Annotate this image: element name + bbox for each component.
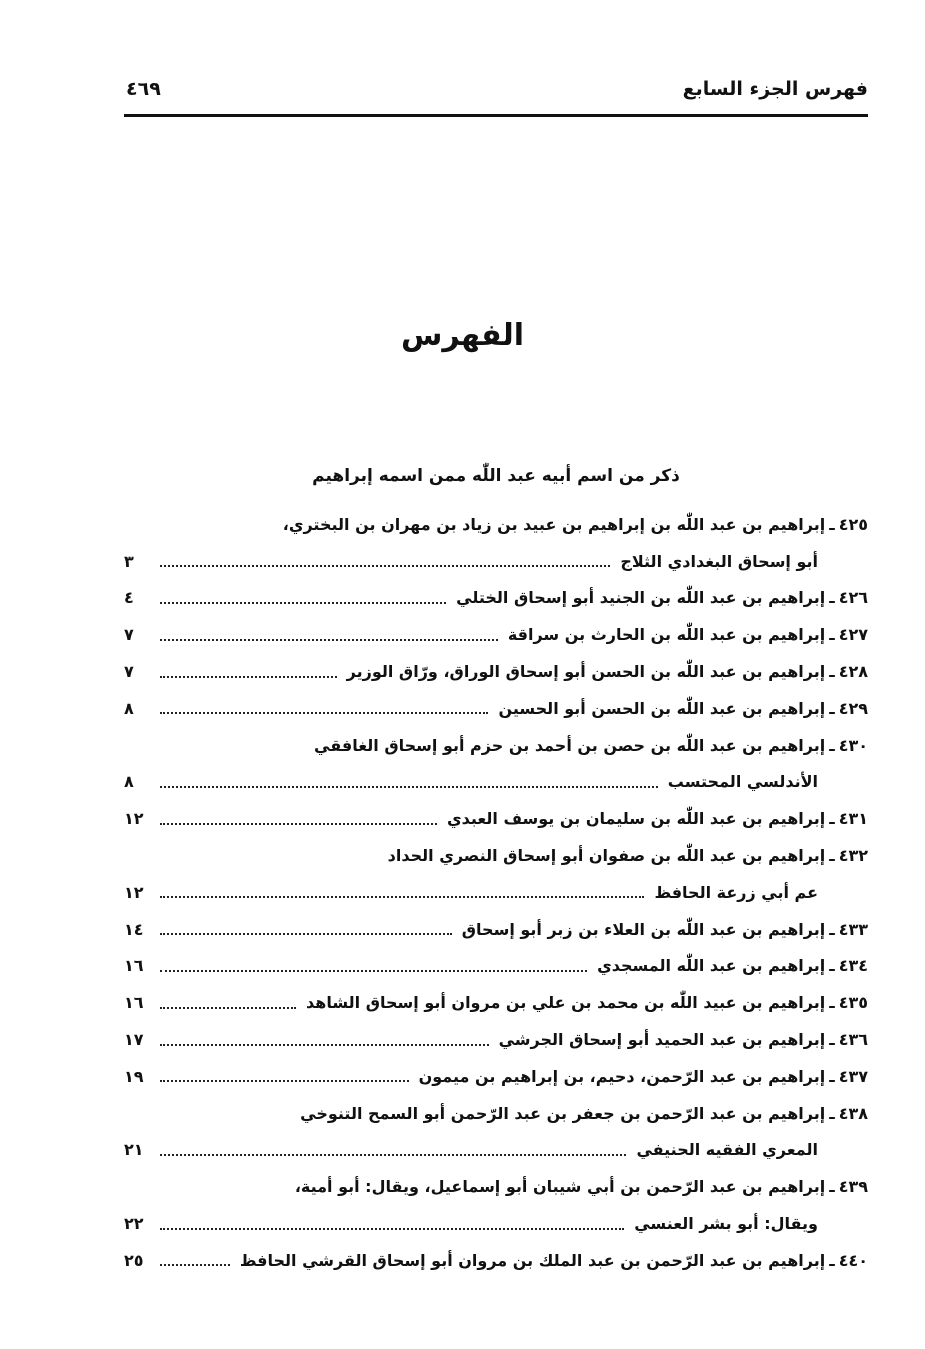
dot-leader xyxy=(160,712,488,714)
entry-text: إبراهيم بن عبد اللّٰه بن الجنيد أبو إسحاق الختلي xyxy=(456,588,826,608)
entry-text: إبراهيم بن عبد الحميد أبو إسحاق الجرشي xyxy=(498,1030,826,1050)
toc-entry xyxy=(124,727,868,764)
table-of-contents xyxy=(124,506,868,1279)
entry-text: إبراهيم بن عبد اللّٰه بن الحسن أبو الحسين xyxy=(498,698,826,718)
entry-separator: ـ xyxy=(829,1066,835,1086)
dot-leader xyxy=(160,565,610,567)
entry-page-number: ٢٢ xyxy=(124,1214,144,1234)
dot-leader xyxy=(160,970,587,972)
entry-text: إبراهيم بن عبد اللّٰه بن الحسن أبو إسحاق الوراق، ورّاق الوزير xyxy=(346,662,826,682)
toc-entry xyxy=(124,616,868,653)
toc-entry xyxy=(124,506,868,543)
toc-entry xyxy=(124,580,868,617)
entry-number: ٤٣٢ xyxy=(838,846,868,866)
entry-page-number: ١٧ xyxy=(124,1030,144,1050)
dot-leader xyxy=(160,1044,489,1046)
entry-separator: ـ xyxy=(829,919,835,939)
toc-entry xyxy=(124,543,868,580)
entry-number: ٤٤٠ xyxy=(838,1250,868,1270)
entry-text: إبراهيم بن عبد اللّٰه بن إبراهيم بن عبيد بن زياد بن مهران بن البختري، xyxy=(282,514,826,534)
entry-number: ٤٣٦ xyxy=(838,1030,868,1050)
entry-separator: ـ xyxy=(829,809,835,829)
entry-separator: ـ xyxy=(829,698,835,718)
entry-page-number: ٣ xyxy=(124,551,134,571)
entry-page-number: ٨ xyxy=(124,698,134,718)
entry-text: المعري الفقيه الحنيفي xyxy=(636,1140,818,1160)
entry-separator: ـ xyxy=(829,1250,835,1270)
entry-text: إبراهيم بن عبد اللّٰه بن حصن بن أحمد بن حزم أبو إسحاق الغافقي xyxy=(314,735,826,755)
entry-text: إبراهيم بن عبد اللّٰه المسجدي xyxy=(597,956,826,976)
toc-entry xyxy=(124,1132,868,1169)
entry-number: ٤٣٩ xyxy=(838,1177,868,1197)
toc-entry xyxy=(124,1021,868,1058)
dot-leader xyxy=(160,676,337,678)
entry-number: ٤٢٧ xyxy=(838,625,868,645)
entry-separator: ـ xyxy=(829,1103,835,1123)
dot-leader xyxy=(160,1264,230,1266)
entry-text: إبراهيم بن عبد اللّٰه بن سليمان بن يوسف العبدي xyxy=(446,809,826,829)
entry-number: ٤٣٥ xyxy=(838,993,868,1013)
dot-leader xyxy=(160,1007,296,1009)
entry-page-number: ١٩ xyxy=(124,1066,144,1086)
entry-separator: ـ xyxy=(829,625,835,645)
page-title: الفهرس xyxy=(400,318,524,353)
toc-entry xyxy=(124,1095,868,1132)
toc-entry xyxy=(124,800,868,837)
dot-leader xyxy=(160,602,446,604)
entry-separator: ـ xyxy=(829,514,835,534)
entry-page-number: ١٢ xyxy=(124,882,144,902)
dot-leader xyxy=(160,639,498,641)
entry-separator: ـ xyxy=(829,735,835,755)
entry-page-number: ١٢ xyxy=(124,809,144,829)
dot-leader xyxy=(160,933,452,935)
entry-text: أبو إسحاق البغدادي الثلاج xyxy=(620,551,818,571)
entry-separator: ـ xyxy=(829,956,835,976)
entry-text: إبراهيم بن عبد الرّحمن بن عبد الملك بن مروان أبو إسحاق القرشي الحافظ xyxy=(239,1250,826,1270)
entry-text: إبراهيم بن عبد اللّٰه بن صفوان أبو إسحاق النصري الحداد xyxy=(387,846,826,866)
toc-entry xyxy=(124,984,868,1021)
entry-number: ٤٣٨ xyxy=(838,1103,868,1123)
entry-text: الأندلسي المحتسب xyxy=(667,772,818,792)
entry-separator: ـ xyxy=(829,588,835,608)
entry-number: ٤٣٧ xyxy=(838,1066,868,1086)
toc-entry xyxy=(124,948,868,985)
header-title: فهرس الجزء السابع xyxy=(682,78,868,100)
entry-page-number: ٨ xyxy=(124,772,134,792)
entry-separator: ـ xyxy=(829,1030,835,1050)
entry-page-number: ١٦ xyxy=(124,956,144,976)
toc-entry xyxy=(124,764,868,801)
entry-page-number: ٧ xyxy=(124,625,134,645)
entry-page-number: ٢١ xyxy=(124,1140,144,1160)
dot-leader xyxy=(160,1228,624,1230)
running-head xyxy=(124,70,868,117)
entry-number: ٤٢٩ xyxy=(838,698,868,718)
toc-entry xyxy=(124,1242,868,1279)
entry-text: إبراهيم بن عبد الرّحمن بن جعفر بن عبد الرّحمن أبو السمح التنوخي xyxy=(300,1103,826,1123)
toc-entry xyxy=(124,653,868,690)
entry-number: ٤٣٠ xyxy=(838,735,868,755)
entry-text: إبراهيم بن عبيد اللّٰه بن محمد بن علي بن مروان أبو إسحاق الشاهد xyxy=(306,993,826,1013)
toc-entry xyxy=(124,1058,868,1095)
entry-separator: ـ xyxy=(829,993,835,1013)
dot-leader xyxy=(160,1080,409,1082)
entry-number: ٤٢٨ xyxy=(838,662,868,682)
entry-number: ٤٢٦ xyxy=(838,588,868,608)
entry-text: إبراهيم بن عبد الرّحمن بن أبي شيبان أبو إسماعيل، ويقال: أبو أمية، xyxy=(294,1177,826,1197)
toc-entry xyxy=(124,1168,868,1205)
toc-entry xyxy=(124,874,868,911)
dot-leader xyxy=(160,1154,626,1156)
entry-text: إبراهيم بن عبد اللّٰه بن العلاء بن زبر أبو إسحاق xyxy=(461,919,826,939)
entry-number: ٤٢٥ xyxy=(838,514,868,534)
entry-text: عم أبي زرعة الحافظ xyxy=(654,882,818,902)
entry-text: إبراهيم بن عبد اللّٰه بن الحارث بن سراقة xyxy=(507,625,826,645)
entry-page-number: ٢٥ xyxy=(124,1250,144,1270)
entry-page-number: ٧ xyxy=(124,662,134,682)
entry-text: ويقال: أبو بشر العنسي xyxy=(634,1214,818,1234)
toc-entry xyxy=(124,911,868,948)
entry-page-number: ١٦ xyxy=(124,993,144,1013)
entry-separator: ـ xyxy=(829,662,835,682)
toc-entry xyxy=(124,1205,868,1242)
entry-number: ٤٣٤ xyxy=(838,956,868,976)
entry-text: إبراهيم بن عبد الرّحمن، دحيم، بن إبراهيم بن ميمون xyxy=(418,1066,826,1086)
entry-number: ٤٣٣ xyxy=(838,919,868,939)
dot-leader xyxy=(160,786,658,788)
entry-number: ٤٣١ xyxy=(838,809,868,829)
dot-leader xyxy=(160,896,644,898)
entry-page-number: ٤ xyxy=(124,588,134,608)
toc-entry xyxy=(124,690,868,727)
entry-page-number: ١٤ xyxy=(124,919,144,939)
entry-separator: ـ xyxy=(829,1177,835,1197)
dot-leader xyxy=(160,823,437,825)
section-heading: ذكر من اسم أبيه عبد اللّٰه ممن اسمه إبراهيم xyxy=(312,466,680,486)
toc-entry xyxy=(124,837,868,874)
entry-separator: ـ xyxy=(829,846,835,866)
header-page-number: ٤٦٩ xyxy=(126,78,161,100)
